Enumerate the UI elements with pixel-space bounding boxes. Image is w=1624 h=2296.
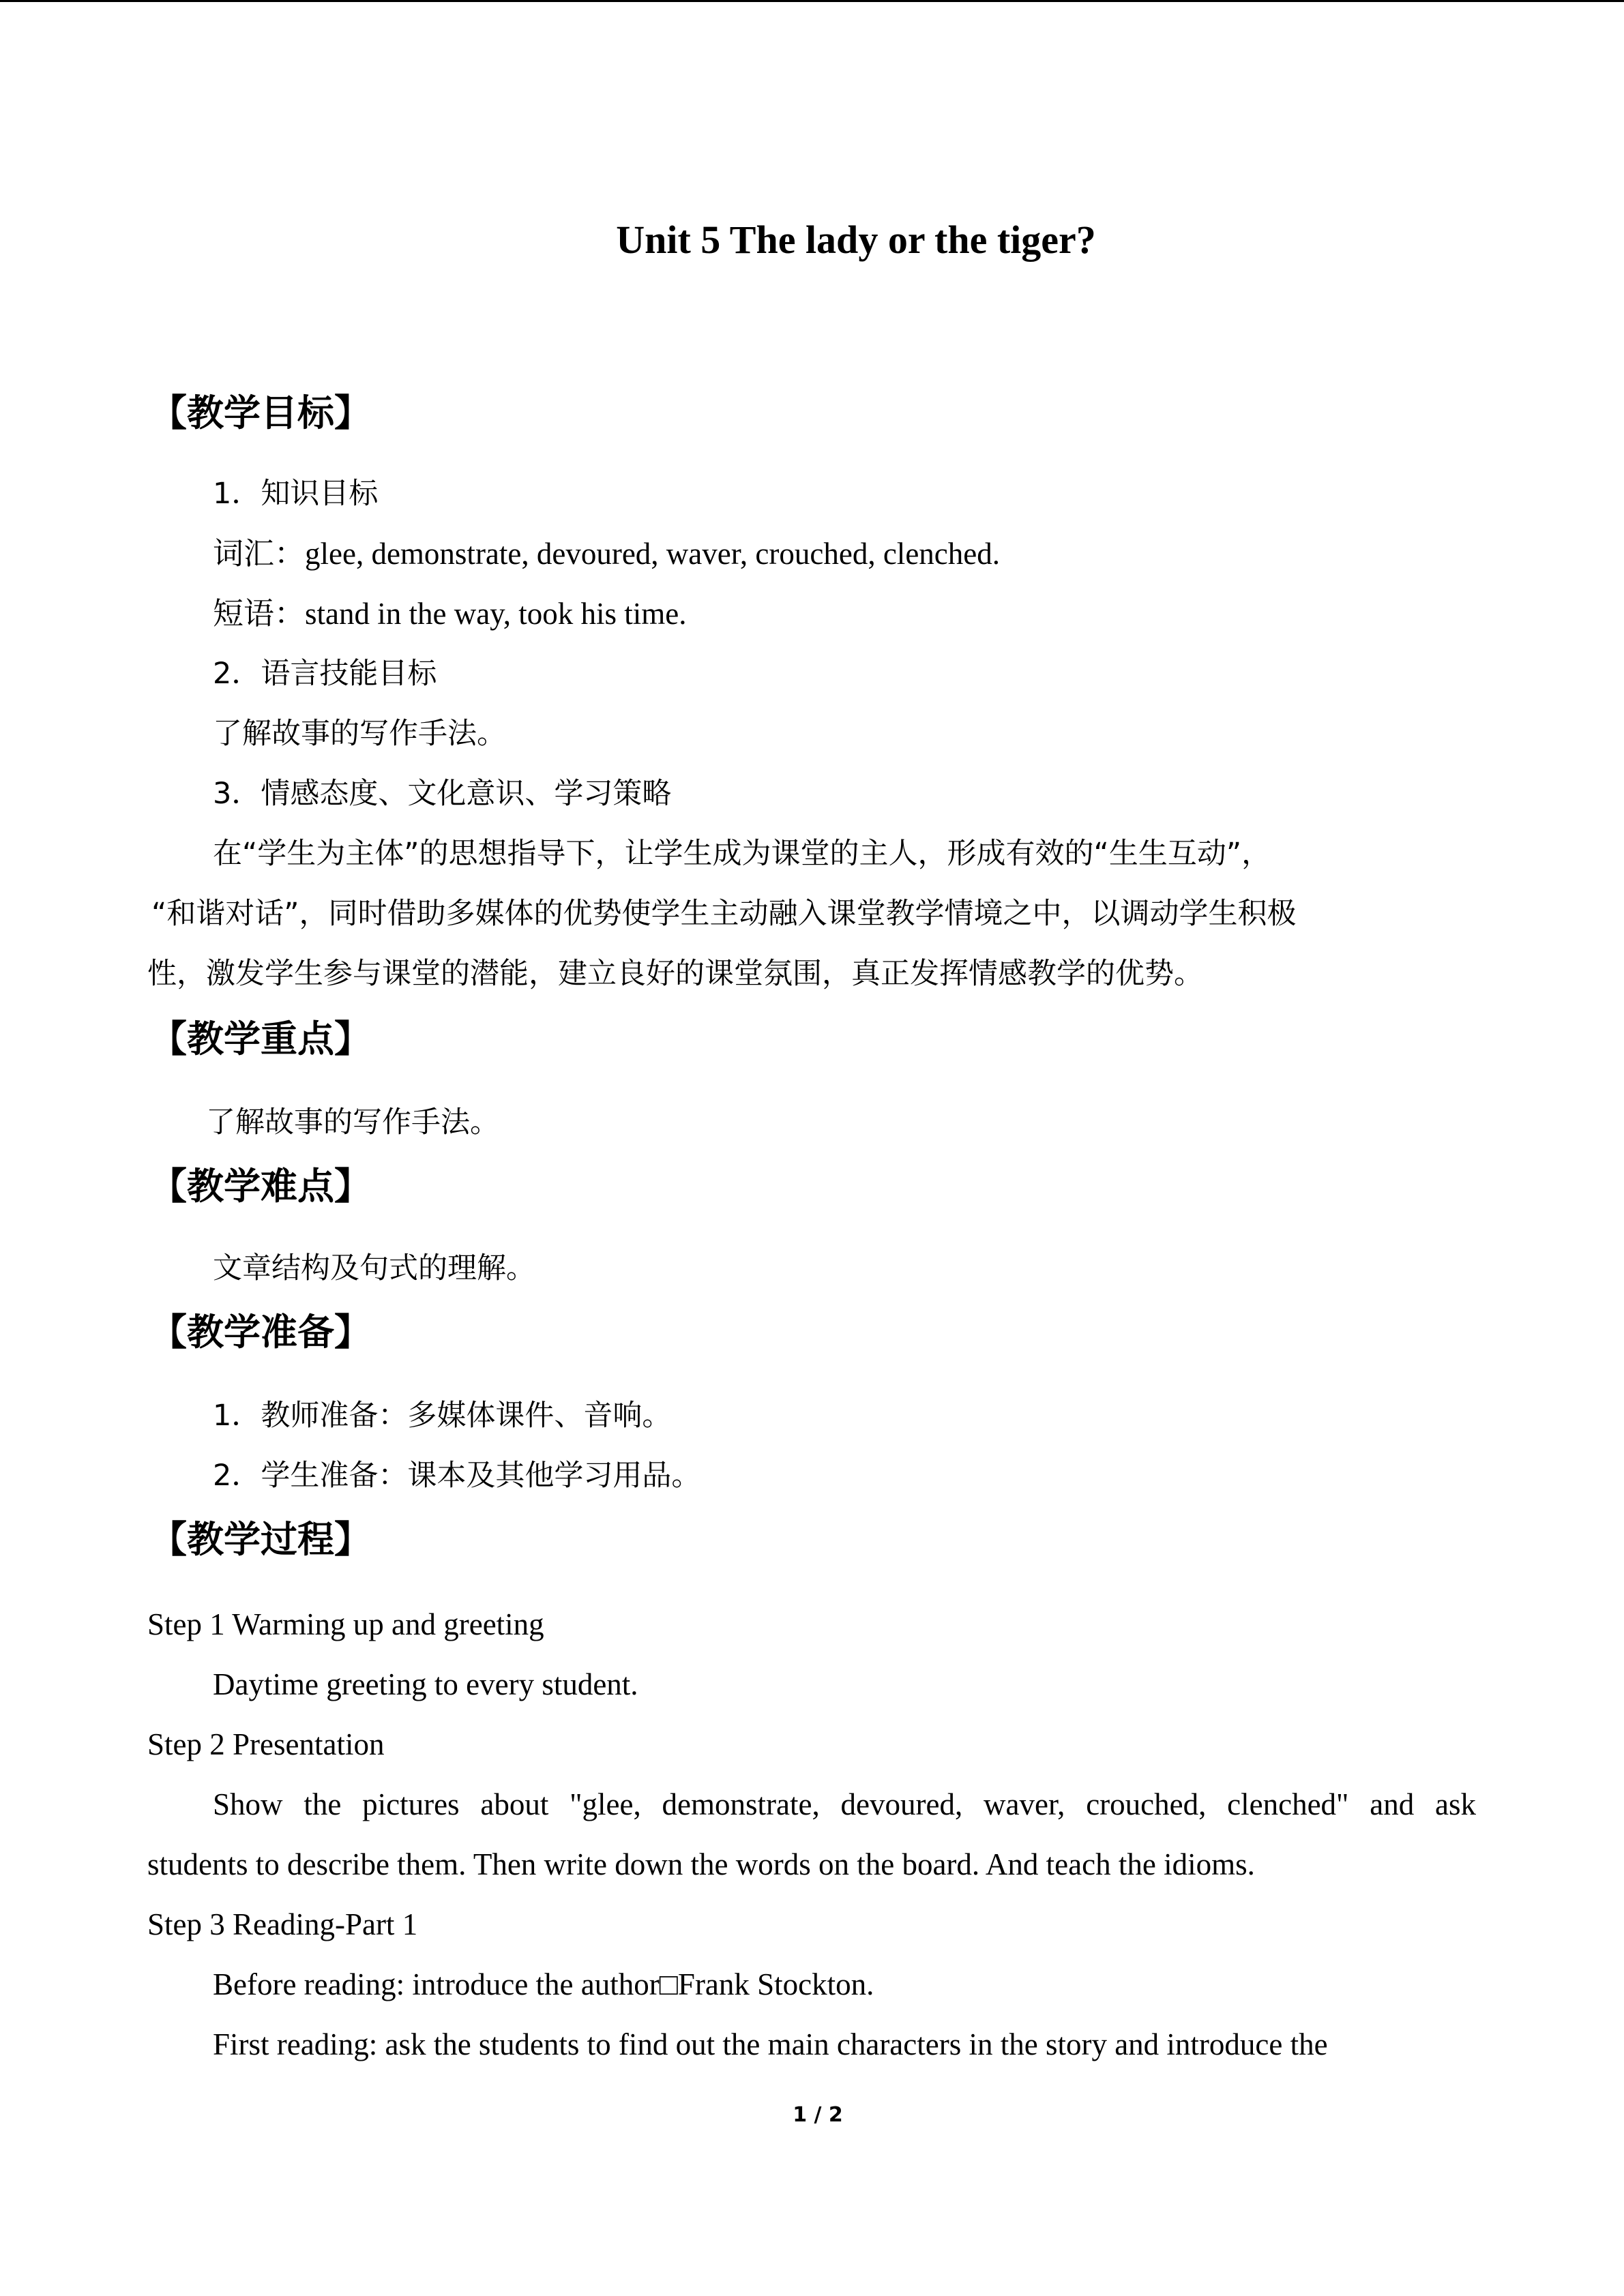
step-1-heading: Step 1 Warming up and greeting bbox=[147, 1607, 544, 1641]
section-heading-process: 【教学过程】 bbox=[150, 1518, 371, 1561]
section-heading-preparation: 【教学准备】 bbox=[150, 1311, 371, 1354]
objective-line-3: 3．情感态度、文化意识、学习策略 bbox=[213, 777, 672, 811]
objective-vocabulary: 词汇：glee, demonstrate, devoured, waver, crouched, clenched. bbox=[213, 537, 1000, 571]
section-heading-objectives: 【教学目标】 bbox=[150, 391, 371, 434]
preparation-teacher: 1．教师准备：多媒体课件、音响。 bbox=[213, 1399, 672, 1433]
objective-line-1: 1．知识目标 bbox=[213, 477, 379, 511]
page-number: 1 / 2 bbox=[793, 2103, 843, 2127]
key-point-line: 了解故事的写作手法。 bbox=[206, 1105, 499, 1139]
step-3-heading: Step 3 Reading-Part 1 bbox=[147, 1907, 418, 1941]
step-3-before-reading: Before reading: introduce the author□Frank Stockton. bbox=[213, 1967, 874, 2001]
objective-paragraph-line-2: “和谐对话”，同时借助多媒体的优势使学生主动融入课堂教学情境之中，以调动学生积极 bbox=[151, 897, 1297, 931]
objective-paragraph-line-3: 性，激发学生参与课堂的潜能，建立良好的课堂氛围，真正发挥情感教学的优势。 bbox=[147, 957, 1203, 991]
objective-phrases: 短语：stand in the way, took his time. bbox=[213, 597, 687, 631]
step-2-body-line-2: students to describe them. Then write down the words on the board. And teach the idioms. bbox=[147, 1847, 1255, 1881]
step-3-first-reading: First reading: ask the students to find out the main characters in the story and introduce the bbox=[213, 2027, 1328, 2061]
objective-paragraph-line-1: 在“学生为主体”的思想指导下，让学生成为课堂的主人，形成有效的“生生互动”， bbox=[213, 837, 1271, 871]
preparation-student: 2．学生准备：课本及其他学习用品。 bbox=[213, 1459, 701, 1493]
objective-writing-technique: 了解故事的写作手法。 bbox=[213, 717, 506, 751]
step-2-body-line-1: Show the pictures about "glee, demonstrate, devoured, waver, crouched, clenched" and ask bbox=[213, 1787, 1476, 1821]
document-title: Unit 5 The lady or the tiger? bbox=[616, 218, 1096, 262]
step-1-body: Daytime greeting to every student. bbox=[213, 1667, 638, 1701]
section-heading-key-points: 【教学重点】 bbox=[150, 1017, 371, 1060]
difficulty-line: 文章结构及句式的理解。 bbox=[213, 1251, 535, 1285]
section-heading-difficulties: 【教学难点】 bbox=[150, 1165, 371, 1208]
step-2-heading: Step 2 Presentation bbox=[147, 1727, 385, 1761]
objective-line-2: 2．语言技能目标 bbox=[213, 657, 437, 691]
